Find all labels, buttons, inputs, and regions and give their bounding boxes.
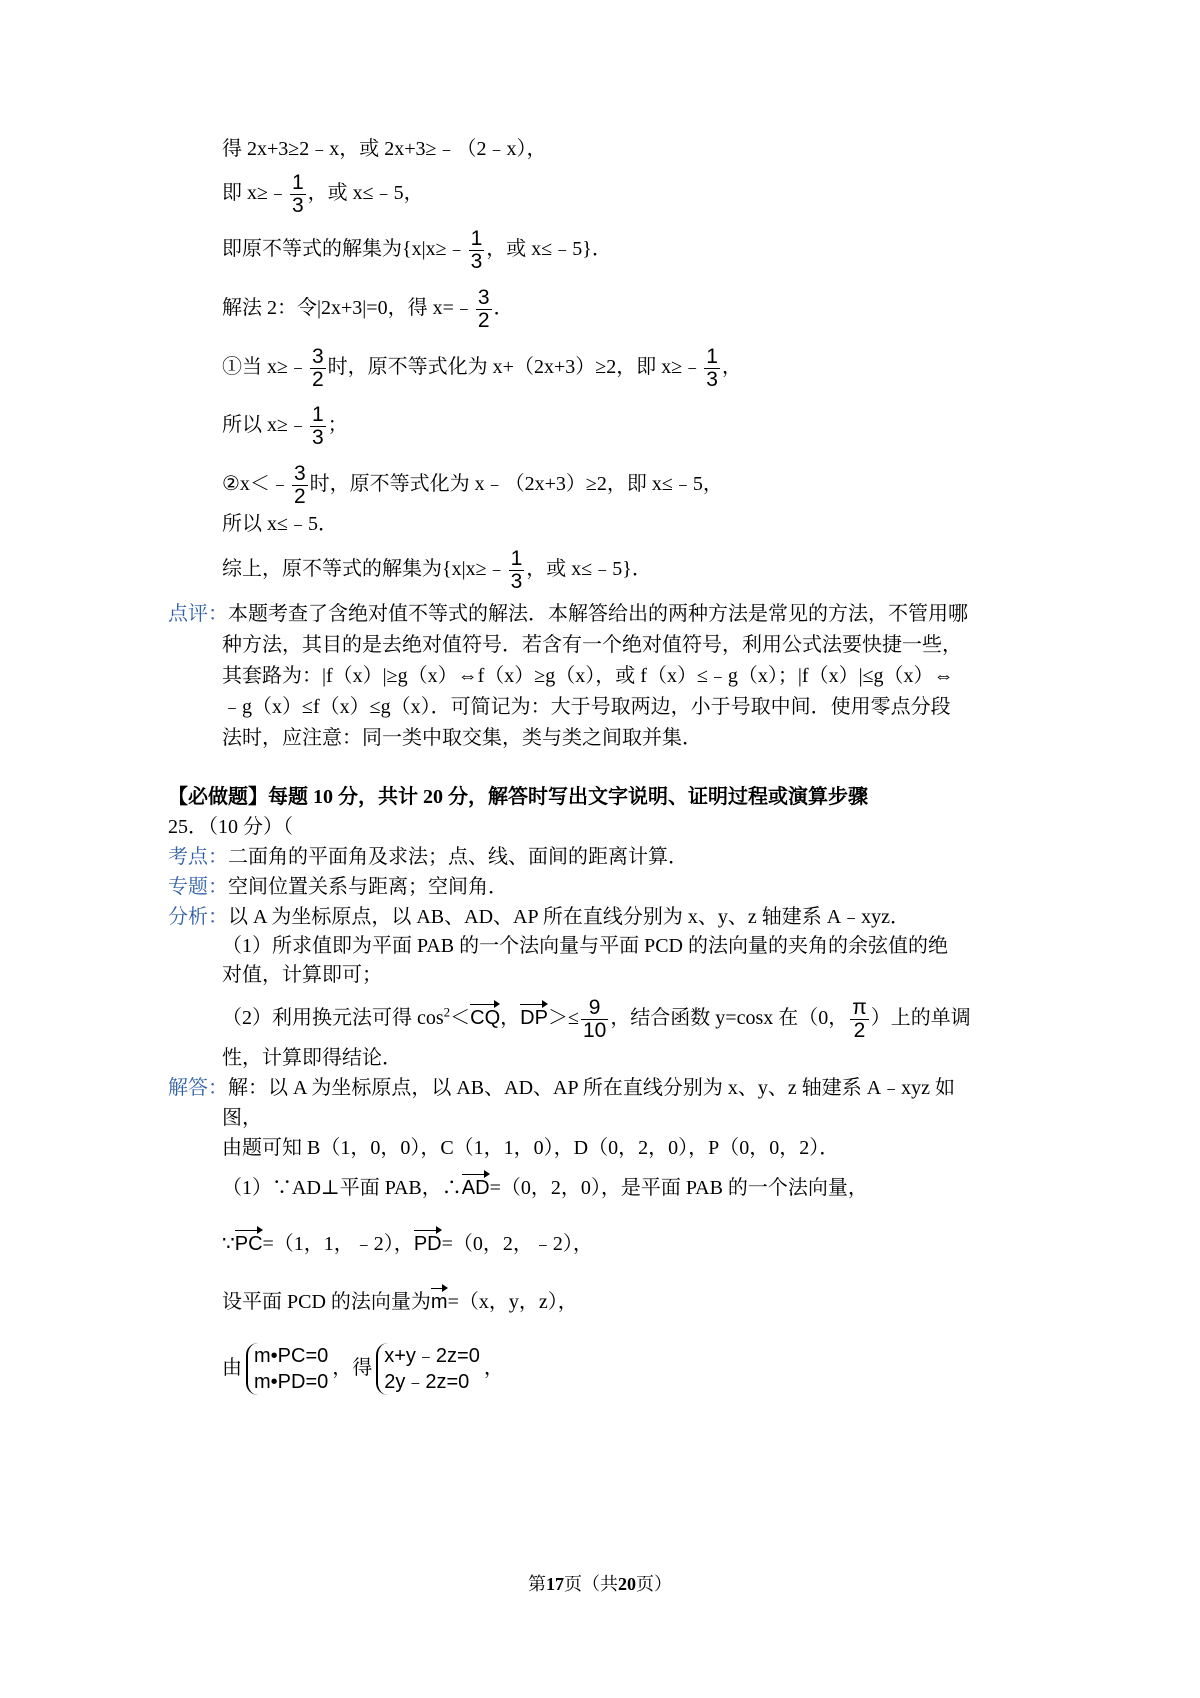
text: 时，原不等式化为 x﹣（2x+3）≥2，即 x≤﹣5， [309, 473, 723, 496]
fraction-nine-tenths [581, 997, 608, 1042]
fenxi-line-5: 性，计算即得结论． [222, 1047, 402, 1069]
minus-sign: ﹣ [287, 356, 308, 379]
comment-line-5: 法时，应注意：同一类中取交集，类与类之间取并集． [222, 727, 702, 749]
solution-line-1: 得 2x+3≥2﹣x，或 2x+3≥﹣（2﹣x）， [222, 138, 547, 160]
numerator: 3 [477, 286, 490, 309]
comment-line-4: ﹣g（x）≤f（x）≤g（x）．可简记为：大于号取两边，小于号取中间．使用零点分段 [222, 696, 951, 718]
denominator: 3 [706, 368, 718, 391]
comment-line-3: 其套路为：|f（x）|≥g（x）⇔f（x）≥g（x），或 f（x）≤﹣g（x）；|f（x）|≤g（x）⇔ [222, 665, 954, 687]
text: 设平面 PCD 的法向量为 [222, 1291, 431, 1313]
fraction-pi-over-two [850, 997, 869, 1042]
jieda-text: 解：以 A 为坐标原点，以 AB、AD、AP 所在直线分别为 x、y、z 轴建系 A﹣xyz 如 [228, 1077, 956, 1099]
numerator: 1 [291, 171, 304, 194]
jieda-tag: 解答： [168, 1077, 228, 1099]
text: ∵ [222, 1233, 235, 1255]
jieda-line-5 [222, 1232, 593, 1256]
text: ， [721, 356, 742, 379]
text: 由 [222, 1357, 242, 1379]
text: =（0，2，﹣2）， [441, 1233, 593, 1255]
text: ，或 x≤﹣5， [307, 182, 424, 205]
comment-tag: 点评： [168, 603, 228, 625]
fraction-one-third [469, 228, 485, 273]
numerator: 1 [470, 227, 483, 250]
text: =（x，y，z）， [447, 1291, 578, 1313]
kaodian-line [168, 845, 688, 869]
denominator: 10 [582, 1019, 607, 1042]
denominator: 3 [291, 194, 304, 217]
page-number: 17 [546, 1574, 564, 1594]
fenxi-line-4 [222, 997, 971, 1042]
text: ＜ [450, 1007, 471, 1030]
section-header: 【必做题】每题 10 分，共计 20 分，解答时写出文字说明、证明过程或演算步骤 [168, 786, 868, 808]
jieda-line-7 [222, 1338, 504, 1398]
text: 页） [636, 1574, 672, 1594]
text: ）上的单调 [870, 1007, 971, 1030]
text: ，或 x≤﹣5}． [486, 238, 612, 261]
jieda-line-2: 图， [222, 1107, 262, 1129]
fraction-one-third [509, 548, 525, 593]
text: ①当 x≥ [222, 356, 288, 379]
text: ＞≤ [547, 1007, 579, 1030]
total-pages: 20 [618, 1574, 636, 1594]
fraction-one-third [310, 404, 326, 449]
solution-line-2 [222, 172, 424, 217]
equation-system-1 [246, 1343, 328, 1395]
text: =（0，2，0），是平面 PAB 的一个法向量， [489, 1177, 868, 1199]
fenxi-tag: 分析： [168, 906, 228, 928]
denominator: 2 [853, 1019, 866, 1042]
vector-dp: DP [520, 1007, 548, 1030]
fraction-three-halves [292, 463, 308, 508]
denominator: 3 [510, 570, 523, 593]
minus-sign: ﹣ [287, 414, 308, 437]
text: 页（共 [564, 1574, 618, 1594]
text: 综上，原不等式的解集为{x|x≥ [222, 558, 487, 581]
minus-sign: ﹣ [682, 356, 703, 379]
numerator: π [852, 996, 867, 1019]
numerator: 3 [293, 462, 306, 485]
denominator: 3 [311, 426, 324, 449]
equation-system-2 [376, 1343, 480, 1395]
solution-line-6 [222, 404, 348, 449]
numerator: 3 [311, 345, 324, 368]
jieda-line-3: 由题可知 B（1，0，0），C（1，1，0），D（0，2，0），P（0，0，2）． [222, 1137, 840, 1159]
numerator: 9 [581, 997, 608, 1020]
page-footer [0, 1570, 1200, 1596]
denominator: 3 [470, 250, 483, 273]
text: ， [483, 1357, 504, 1379]
solution-line-5 [222, 346, 742, 391]
jieda-line-1 [168, 1076, 955, 1100]
fraction-one-third [290, 172, 306, 217]
numerator: 1 [311, 403, 324, 426]
solution-line-4 [222, 287, 514, 332]
question-title: 25．（10 分）（ [168, 816, 293, 838]
numerator: 1 [510, 547, 523, 570]
text: ，得 [332, 1357, 373, 1379]
text: 第 [528, 1574, 546, 1594]
comment-text: 本题考查了含绝对值不等式的解法．本解答给出的两种方法是常见的方法，不管用哪 [228, 603, 968, 625]
numerator: 1 [706, 345, 718, 368]
solution-line-7 [222, 463, 723, 508]
text: ，结合函数 y=cosx 在（0， [610, 1007, 849, 1030]
text: ； [327, 414, 348, 437]
jieda-line-6 [222, 1290, 578, 1314]
fraction-one-third [704, 346, 720, 391]
vector-cq: CQ [470, 1007, 501, 1030]
vector-pc: PC [234, 1233, 263, 1255]
superscript: 2 [443, 1004, 451, 1020]
minus-sign: ﹣ [486, 558, 507, 581]
zhuanti-line [168, 875, 508, 899]
denominator: 2 [293, 485, 306, 508]
jieda-line-4 [222, 1176, 868, 1200]
fraction-three-halves [476, 287, 492, 332]
text: 即 x≥ [222, 182, 268, 205]
text: ． [493, 297, 514, 320]
text: （1）∵AD⊥平面 PAB，∴ [222, 1177, 462, 1199]
solution-line-8: 所以 x≤﹣5． [222, 513, 338, 535]
minus-sign: ﹣ [267, 182, 288, 205]
kaodian-text: 二面角的平面角及求法；点、线、面间的距离计算． [228, 846, 688, 868]
equation: 2y﹣2z=0 [384, 1371, 470, 1394]
equation: m•PD=0 [254, 1371, 329, 1394]
text: =（1，1，﹣2）， [262, 1233, 414, 1255]
fraction-three-halves [310, 346, 326, 391]
minus-sign: ﹣ [453, 297, 474, 320]
denominator: 2 [311, 368, 324, 391]
minus-sign: ﹣ [269, 473, 290, 496]
fenxi-line-1 [168, 905, 910, 929]
fenxi-text: 以 A 为坐标原点，以 AB、AD、AP 所在直线分别为 x、y、z 轴建系 A﹣xyz． [228, 906, 911, 928]
comment-line-1 [168, 602, 968, 626]
fenxi-line-2: （1）所求值即为平面 PAB 的一个法向量与平面 PCD 的法向量的夹角的余弦值的绝 [222, 935, 948, 957]
solution-line-9 [222, 548, 652, 593]
denominator: 2 [477, 309, 490, 332]
text: 所以 x≥ [222, 414, 288, 437]
vector-ad: AD [461, 1177, 490, 1199]
zhuanti-tag: 专题： [168, 876, 228, 898]
equation: x+y﹣2z=0 [384, 1345, 480, 1368]
equation: m•PC=0 [254, 1345, 329, 1368]
text: （2）利用换元法可得 cos [222, 1007, 444, 1030]
kaodian-tag: 考点： [168, 846, 228, 868]
text: ，或 x≤﹣5}． [526, 558, 652, 581]
text: ， [500, 1007, 521, 1030]
text: ②x＜ [222, 473, 270, 496]
text: 即原不等式的解集为{x|x≥ [222, 238, 447, 261]
fenxi-line-3: 对值，计算即可； [222, 964, 382, 986]
vector-m: m [430, 1291, 448, 1313]
comment-line-2: 种方法，其目的是去绝对值符号．若含有一个绝对值符号，利用公式法要快捷一些， [222, 634, 962, 656]
text: 时，原不等式化为 x+（2x+3）≥2，即 x≥ [327, 356, 683, 379]
zhuanti-text: 空间位置关系与距离；空间角． [228, 876, 508, 898]
text: 解法 2：令|2x+3|=0，得 x= [222, 297, 454, 320]
minus-sign: ﹣ [446, 238, 467, 261]
solution-line-3 [222, 228, 612, 273]
vector-pd: PD [413, 1233, 442, 1255]
